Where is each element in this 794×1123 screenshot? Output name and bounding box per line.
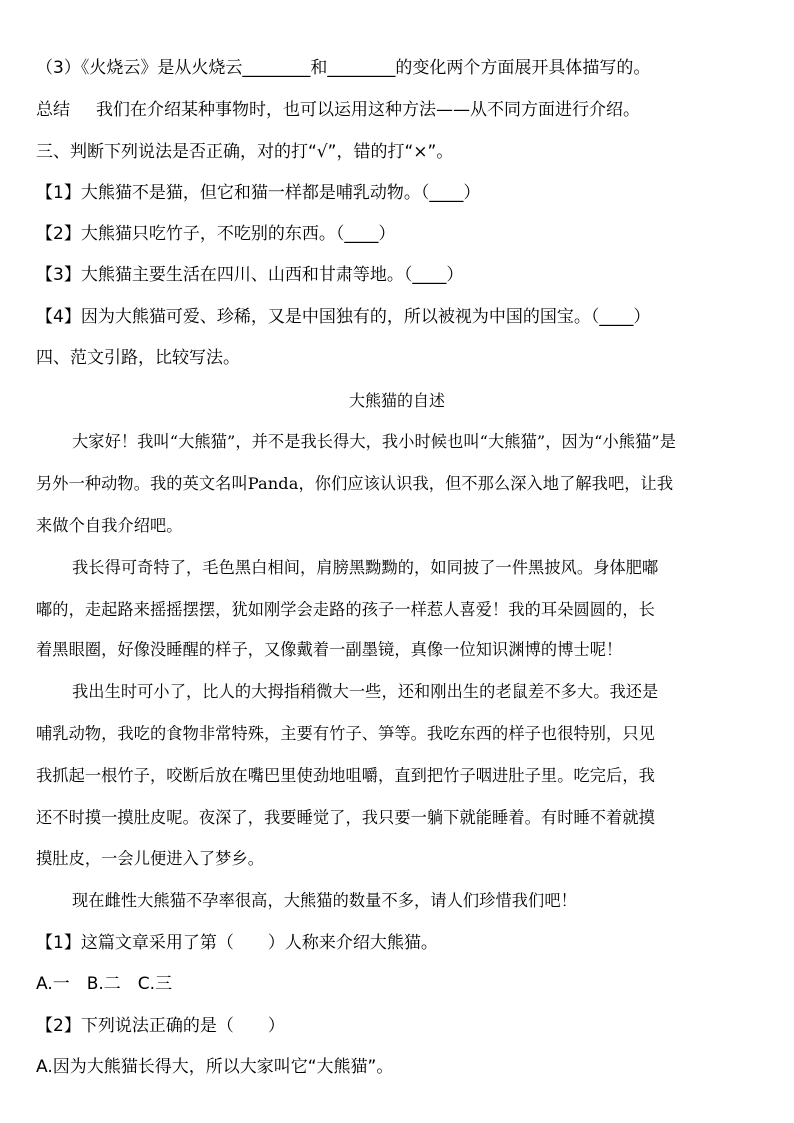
article-title: 大熊猫的自述: [348, 391, 445, 410]
article-line: 摸肚皮，一会儿便进入了梦乡。: [36, 849, 265, 868]
mc-question-1: 【1】这篇文章采用了第（ ）人称来介绍大熊猫。: [36, 933, 438, 953]
article-line: 另外一种动物。我的英文名叫Panda，你们应该认识我，但不那么深入地了解我吧，让我: [36, 474, 674, 493]
article-line: 来做个自我介绍吧。: [36, 516, 183, 535]
summary-text: 我们在介绍某种事物时，也可以运用这种方法——从不同方面进行介绍。: [96, 100, 640, 120]
article-line: 着黑眼圈，好像没睡醒的样子，又像戴着一副墨镜，真像一位知识渊博的博士呢！: [36, 640, 623, 659]
article-line: 我抓起一根竹子，咬断后放在嘴巴里使劲地咀嚼，直到把竹子咽进肚子里。吃完后，我: [36, 766, 655, 785]
section-4-heading: 四、范文引路，比较写法。: [36, 348, 240, 368]
question-3-text-b: 的变化两个方面展开具体描写的。: [395, 58, 651, 78]
article-line: 大家好！我叫“大熊猫”，并不是我长得大，我小时候也叫“大熊猫”，因为“小熊猫”是: [72, 432, 677, 451]
article-line: 嘟的，走起路来摇摇摆摆，犹如刚学会走路的孩子一样惹人喜爱！我的耳朵圆圆的，长: [36, 600, 655, 619]
mc-option-2a[interactable]: A.因为大熊猫长得大，所以大家叫它“大熊猫”。: [36, 1057, 394, 1077]
mc-options-1[interactable]: A.一 B.二 C.三: [36, 974, 173, 994]
mc-question-2: 【2】下列说法正确的是（ ）: [36, 1016, 285, 1036]
article-line: 还不时摸一摸肚皮呢。夜深了，我要睡觉了，我只要一躺下就能睡着。有时睡不着就摸: [36, 808, 655, 827]
judge-item-1: 【1】大熊猫不是猫，但它和猫一样都是哺乳动物。（____）: [36, 183, 481, 203]
article-line: 我长得可奇特了，毛色黑白相间，肩膀黑黝黝的，如同披了一件黑披风。身体肥嘟: [72, 558, 659, 577]
article-line: 我出生时可小了，比人的大拇指稍微大一些，还和刚出生的老鼠差不多大。我还是: [72, 682, 659, 701]
article-line: 哺乳动物，我吃的食物非常特殊，主要有竹子、笋等。我吃东西的样子也很特别，只见: [36, 724, 655, 743]
judge-item-4: 【4】因为大熊猫可爱、珍稀，又是中国独有的，所以被视为中国的国宝。（____）: [36, 307, 651, 327]
question-3-label: （3）: [36, 58, 81, 78]
judge-item-3: 【3】大熊猫主要生活在四川、山西和甘肃等地。（____）: [36, 265, 464, 285]
question-3-blank-a[interactable]: ________: [242, 58, 311, 78]
question-3-and: 和: [310, 58, 328, 78]
article-line: 现在雌性大熊猫不孕率很高，大熊猫的数量不多，请人们珍惜我们吧！: [72, 891, 577, 910]
question-3-line: [36, 56, 764, 80]
judge-item-2: 【2】大熊猫只吃竹子，不吃别的东西。（____）: [36, 224, 396, 244]
section-3-heading: 三、判断下列说法是否正确，对的打“√”，错的打“×”。: [36, 142, 454, 162]
summary-line: [36, 98, 764, 122]
question-3-text-a: 《火烧云》是从火烧云: [80, 58, 243, 78]
summary-label: 总结: [36, 100, 70, 120]
question-3-blank-b[interactable]: ________: [327, 58, 396, 78]
